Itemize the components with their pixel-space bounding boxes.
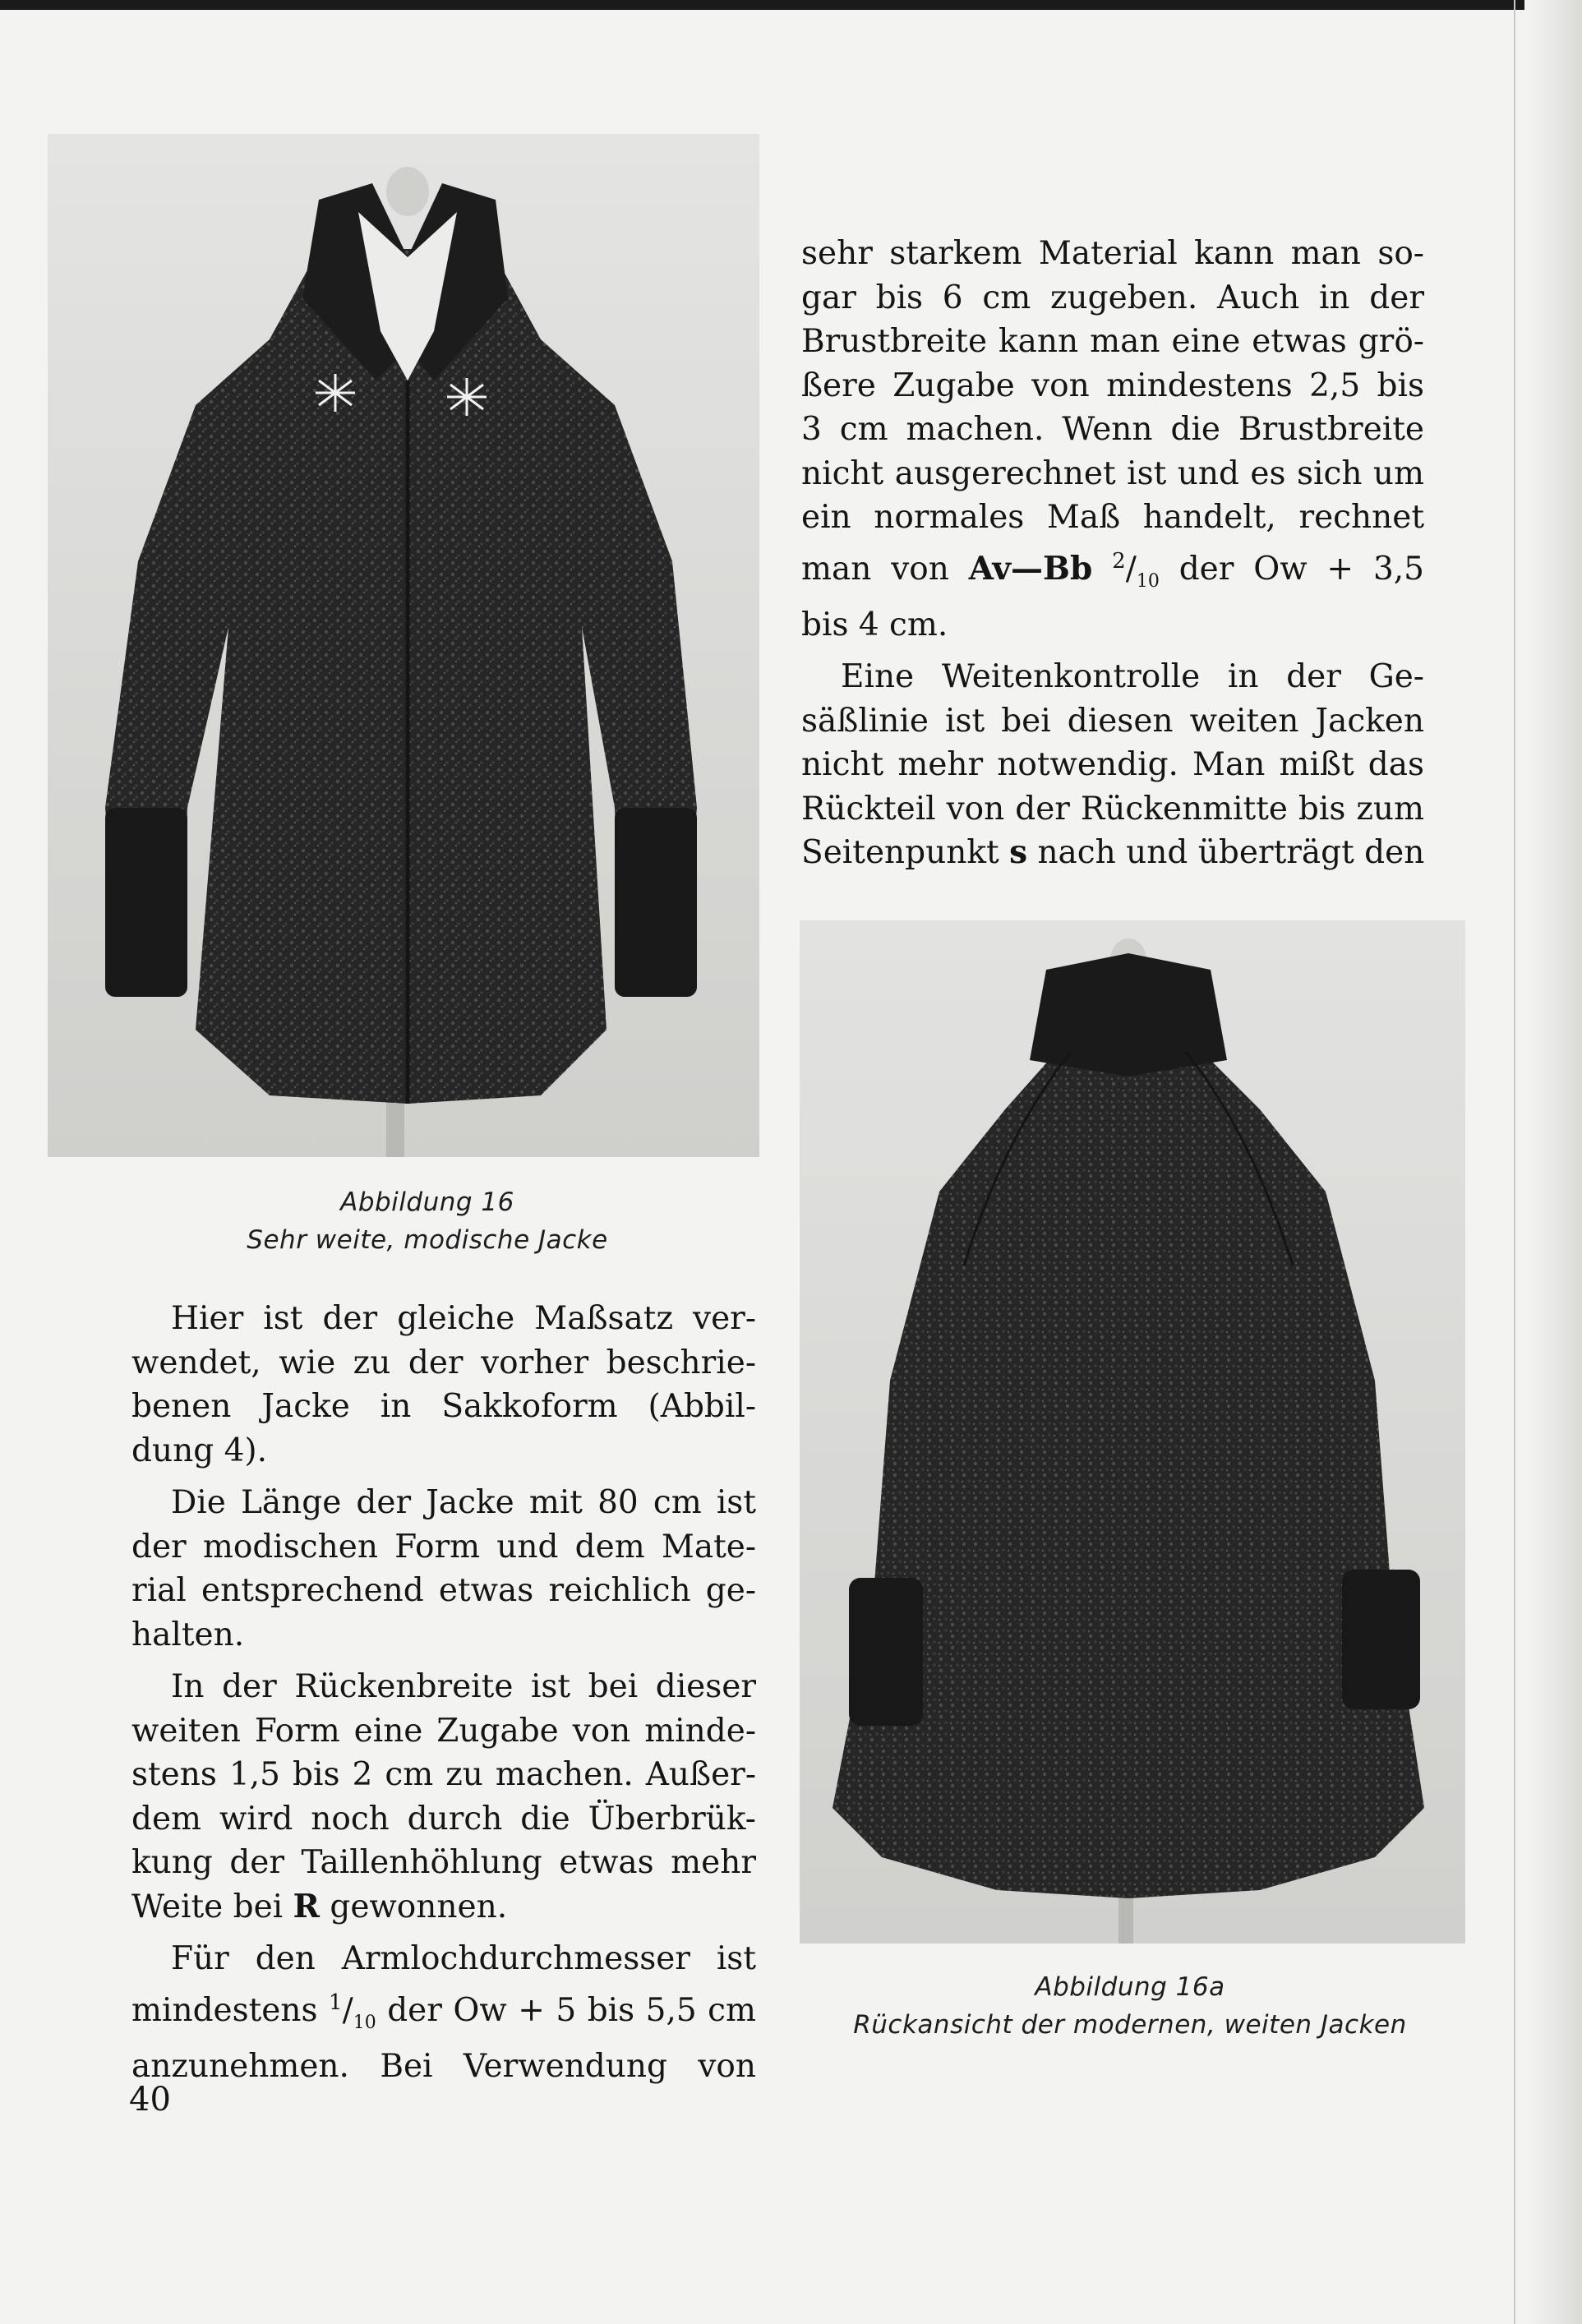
figure-16a-caption — [814, 1968, 1446, 2044]
fraction-denominator: 10 — [1136, 570, 1160, 592]
text-fragment: nach und überträgt den — [1037, 834, 1425, 872]
text-line: kung der Taillenhöhlung etwas mehr — [131, 1844, 756, 1881]
figure-16-caption-title: Abbildung 16 — [340, 1187, 514, 1217]
fraction-numerator: 1 — [329, 1990, 343, 2015]
formula-line — [801, 540, 1424, 603]
text-line: rial entsprechend etwas reichlich ge- — [131, 1572, 756, 1609]
right-column-text — [801, 232, 1424, 875]
figure-16a-caption-text: Rückansicht der modernen, weiten Jacken — [853, 2010, 1407, 2040]
figure-16-caption — [164, 1183, 690, 1259]
text-fragment: gewonnen. — [330, 1888, 508, 1925]
text-line: stens 1,5 bis 2 cm zu machen. Außer- — [131, 1756, 756, 1793]
figure-16a-caption-title: Abbildung 16a — [1035, 1972, 1225, 2002]
paragraph — [131, 1665, 756, 1929]
text-line: In der Rückenbreite ist bei dieser — [171, 1668, 756, 1705]
fraction-denominator: 10 — [353, 2012, 376, 2033]
figure-16a-photo — [800, 920, 1465, 1944]
paragraph — [131, 1297, 756, 1473]
formula-av-bb: Av—Bb — [968, 549, 1093, 588]
text-line: der modischen Form und dem Mate- — [131, 1528, 756, 1565]
text-line: bis 4 cm. — [801, 606, 948, 643]
page-fold-line — [1514, 0, 1515, 2324]
text-line — [801, 831, 1424, 875]
figure-16-caption-text: Sehr weite, modische Jacke — [247, 1225, 608, 1255]
page-top-edge — [0, 0, 1582, 10]
text-fragment: Seitenpunkt — [801, 834, 999, 872]
point-s: s — [1009, 833, 1028, 872]
text-line: Eine Weitenkontrolle in der Ge- — [841, 658, 1424, 696]
paragraph — [131, 1481, 756, 1657]
text-line: ein normales Maß handelt, rechnet — [801, 499, 1424, 536]
text-fragment: der Ow + 3,5 — [1178, 550, 1424, 588]
text-line — [131, 1981, 756, 2045]
text-line: anzunehmen. Bei Verwendung von — [131, 2047, 756, 2085]
paragraph — [801, 655, 1424, 875]
text-line: dung 4). — [131, 1432, 267, 1469]
text-line: Hier ist der gleiche Maßsatz ver- — [171, 1300, 756, 1337]
fraction: $^1/_{10}$ — [329, 1990, 376, 2033]
text-line: ßere Zugabe von mindestens 2,5 bis — [801, 367, 1424, 404]
page-number: 40 — [129, 2081, 171, 2119]
fraction: $^2/_{10}$ — [1112, 548, 1160, 592]
paragraph — [131, 1937, 756, 2088]
text-line: halten. — [131, 1616, 245, 1653]
text-line: Brustbreite kann man eine etwas grö- — [801, 323, 1424, 360]
fraction-numerator: 2 — [1112, 548, 1126, 574]
text-fragment: Weite bei — [131, 1888, 284, 1925]
point-r: R — [293, 1887, 320, 1925]
text-line: weiten Form eine Zugabe von minde- — [131, 1712, 756, 1750]
text-line: gar bis 6 cm zugeben. Auch in der — [801, 279, 1424, 316]
text-fragment: man von — [801, 550, 949, 588]
text-line — [131, 1885, 756, 1930]
text-line: benen Jacke in Sakkoform (Abbil- — [131, 1388, 756, 1425]
text-line: Für den Armlochdurchmesser ist — [171, 1940, 756, 1977]
text-line: 3 cm machen. Wenn die Brustbreite — [801, 411, 1424, 448]
left-column-text — [131, 1297, 756, 2088]
text-fragment: mindestens — [131, 1991, 318, 2029]
text-fragment: der Ow + 5 bis 5,5 cm — [387, 1991, 756, 2029]
text-line: dem wird noch durch die Überbrük- — [131, 1800, 756, 1838]
text-line: wendet, wie zu der vorher beschrie- — [131, 1344, 756, 1381]
text-line: nicht ausgerechnet ist und es sich um — [801, 454, 1424, 492]
text-line: säßlinie ist bei diesen weiten Jacken — [801, 702, 1424, 740]
figure-16-photo — [48, 134, 759, 1157]
text-line: nicht mehr notwendig. Man mißt das — [801, 746, 1424, 784]
text-line: Die Länge der Jacke mit 80 cm ist — [171, 1484, 756, 1521]
text-line: sehr starkem Material kann man so- — [801, 235, 1424, 272]
text-line: Rückteil von der Rückenmitte bis zum — [801, 790, 1424, 828]
page-right-edge — [1524, 0, 1582, 2324]
